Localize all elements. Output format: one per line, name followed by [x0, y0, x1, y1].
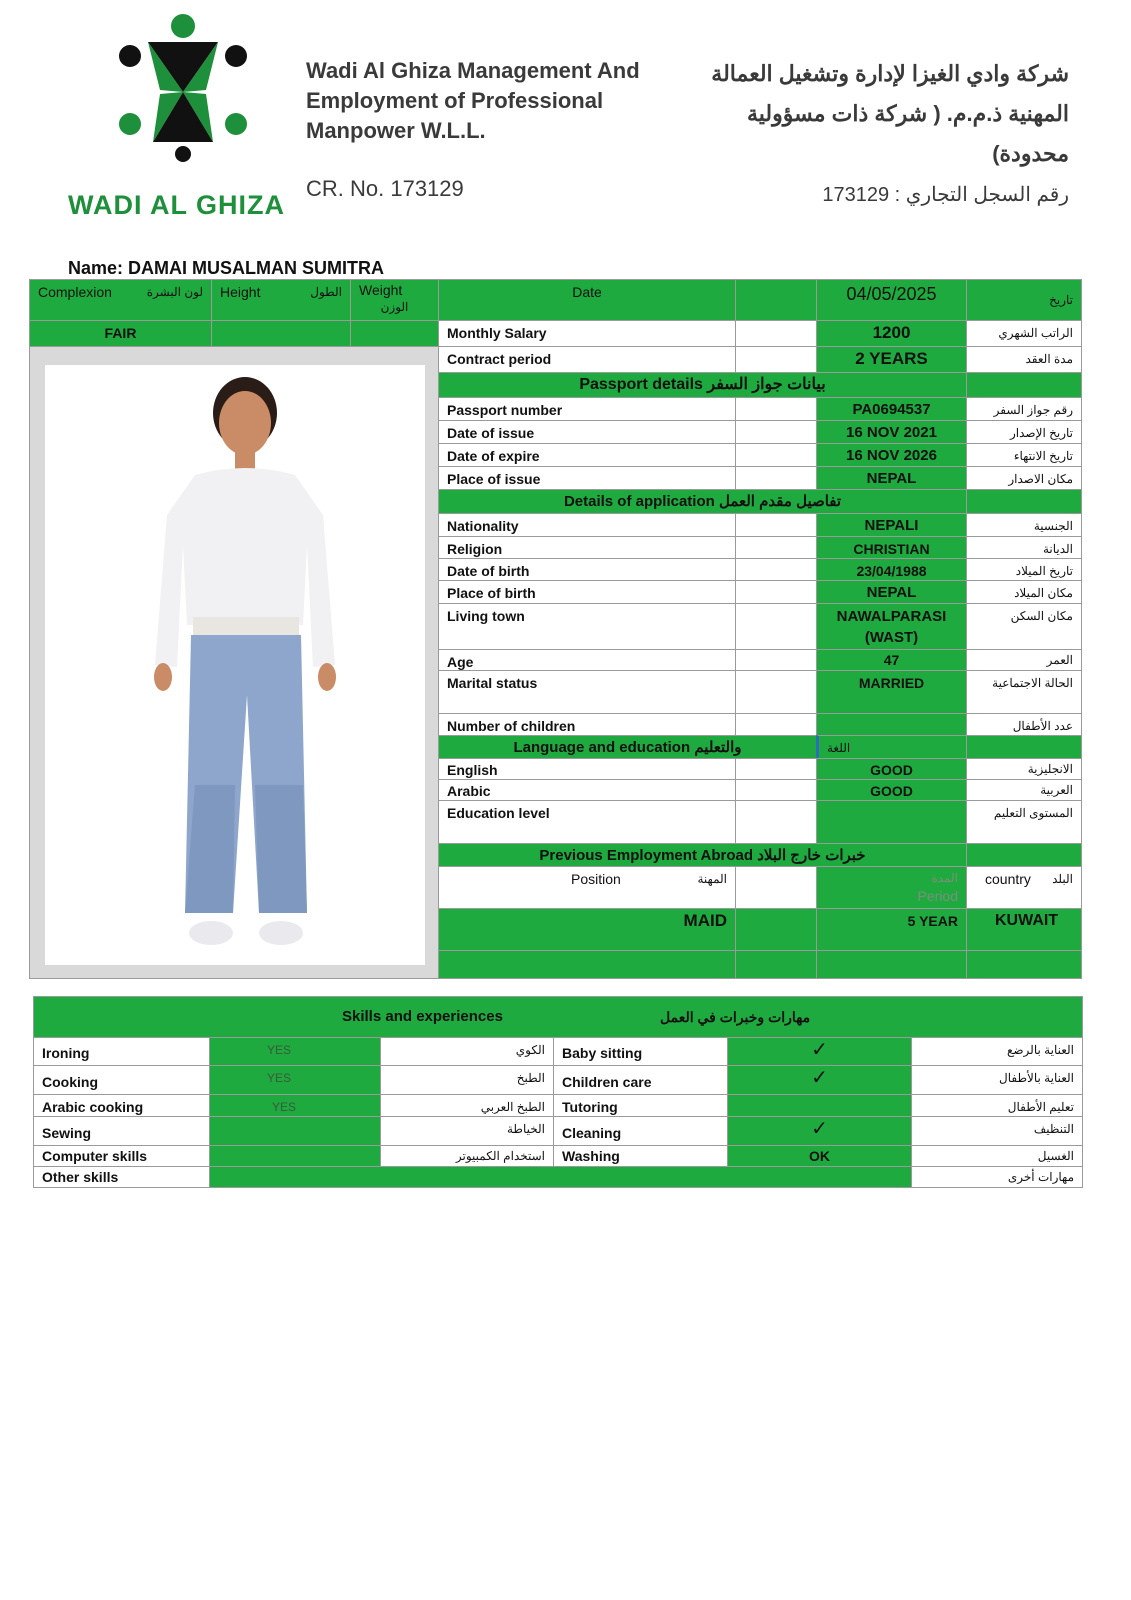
- skill-label-other: Other skills: [33, 1166, 210, 1188]
- contract-value: 2 YEARS: [816, 346, 967, 373]
- employment-section-title: Previous Employment Abroad خبرات خارج البلاد: [438, 843, 967, 867]
- marital-label: Marital status: [438, 670, 736, 714]
- age-label-ar: العمر: [966, 649, 1082, 671]
- salary-value: 1200: [816, 320, 967, 347]
- children-blank: [735, 713, 817, 736]
- english-blank: [735, 758, 817, 780]
- employment-blank-row-3: [816, 950, 967, 979]
- passport-section-title: Passport details بيانات جواز السفر: [438, 372, 967, 398]
- expire-date-label-ar: تاريخ الانتهاء: [966, 443, 1082, 467]
- dob-label: Date of birth: [438, 558, 736, 581]
- date-value: 04/05/2025: [816, 279, 967, 321]
- skill-ar-tutoring: تعليم الأطفال: [911, 1094, 1083, 1117]
- skill-label-sewing: Sewing: [33, 1116, 210, 1146]
- skill-ar-computer: استخدام الكمبيوتر: [380, 1145, 554, 1167]
- period-value: 5 YEAR: [816, 908, 967, 951]
- cr-number-ar: رقم السجل التجاري : 173129: [822, 184, 1069, 206]
- skills-title: Skills and experiences مهارات وخبرات في العمل: [33, 996, 1083, 1038]
- english-value: GOOD: [816, 758, 967, 780]
- english-label: English: [438, 758, 736, 780]
- skill-ar-washing: الغسيل: [911, 1145, 1083, 1167]
- skill-value-computer: [209, 1145, 381, 1167]
- complexion-header: Complexion لون البشرة: [29, 279, 212, 321]
- contract-blank: [735, 346, 817, 373]
- skill-ar-children-care: العناية بالأطفال: [911, 1065, 1083, 1095]
- arabic-value: GOOD: [816, 779, 967, 801]
- date-blank: [735, 279, 817, 321]
- employment-blank-row-2: [735, 950, 817, 979]
- passport-number-label-ar: رقم جواز السفر: [966, 397, 1082, 421]
- skill-value-cooking: YES: [209, 1065, 381, 1095]
- skill-value-sewing: [209, 1116, 381, 1146]
- skill-value-other: [209, 1166, 912, 1188]
- children-label: Number of children: [438, 713, 736, 736]
- cr-number-en: CR. No. 173129: [306, 176, 464, 201]
- country-header: country البلد: [966, 866, 1082, 909]
- date-label: Date: [438, 279, 736, 321]
- age-label: Age: [438, 649, 736, 671]
- nationality-value: NEPALI: [816, 513, 967, 537]
- religion-label-ar: الديانة: [966, 536, 1082, 559]
- education-label: Education level: [438, 800, 736, 844]
- skill-label-baby-sitting: Baby sitting: [553, 1037, 728, 1066]
- pob-blank: [735, 580, 817, 604]
- candidate-name: Name: DAMAI MUSALMAN SUMITRA: [68, 258, 384, 278]
- employment-value-blank: [735, 908, 817, 951]
- pob-value: NEPAL: [816, 580, 967, 604]
- town-value: NAWALPARASI (WAST): [816, 603, 967, 650]
- english-label-ar: الانجليزية: [966, 758, 1082, 780]
- education-label-ar: المستوى التعليم: [966, 800, 1082, 844]
- skill-ar-arabic-cooking: الطبخ العربي: [380, 1094, 554, 1117]
- skill-value-cleaning: ✓: [727, 1116, 912, 1146]
- company-name-en: Wadi Al Ghiza Management And Employment of Professional Manpower W.L.L.: [306, 58, 640, 143]
- skill-ar-baby-sitting: العناية بالرضع: [911, 1037, 1083, 1066]
- education-blank: [735, 800, 817, 844]
- age-value: 47: [816, 649, 967, 671]
- skill-value-washing: OK: [727, 1145, 912, 1167]
- issue-date-blank: [735, 420, 817, 444]
- skill-label-arabic-cooking: Arabic cooking: [33, 1094, 210, 1117]
- expire-date-blank: [735, 443, 817, 467]
- language-title-blank: [966, 735, 1082, 759]
- issue-date-value: 16 NOV 2021: [816, 420, 967, 444]
- education-value: [816, 800, 967, 844]
- weight-header: Weight الوزن: [350, 279, 439, 321]
- marital-label-ar: الحالة الاجتماعية: [966, 670, 1082, 714]
- skill-value-baby-sitting: ✓: [727, 1037, 912, 1066]
- skill-ar-sewing: الخياطة: [380, 1116, 554, 1146]
- weight-value: [350, 320, 439, 347]
- marital-value: MARRIED: [816, 670, 967, 714]
- skill-ar-cleaning: التنظيف: [911, 1116, 1083, 1146]
- skill-value-children-care: ✓: [727, 1065, 912, 1095]
- contract-label-ar: مدة العقد: [966, 346, 1082, 373]
- town-label-ar: مكان السكن: [966, 603, 1082, 650]
- company-logo: [108, 12, 258, 162]
- issue-date-label: Date of issue: [438, 420, 736, 444]
- pob-label: Place of birth: [438, 580, 736, 604]
- skill-ar-ironing: الكوي: [380, 1037, 554, 1066]
- nationality-blank: [735, 513, 817, 537]
- position-value: MAID: [438, 908, 736, 951]
- passport-title-blank: [966, 372, 1082, 398]
- expire-date-value: 16 NOV 2026: [816, 443, 967, 467]
- place-issue-label: Place of issue: [438, 466, 736, 490]
- expire-date-label: Date of expire: [438, 443, 736, 467]
- salary-label: Monthly Salary: [438, 320, 736, 347]
- skill-value-tutoring: [727, 1094, 912, 1117]
- children-label-ar: عدد الأطفال: [966, 713, 1082, 736]
- employment-blank-row-4: [966, 950, 1082, 979]
- employment-header-blank: [735, 866, 817, 909]
- nationality-label: Nationality: [438, 513, 736, 537]
- skill-ar-other: مهارات أخرى: [911, 1166, 1083, 1188]
- employment-blank-row-1: [438, 950, 736, 979]
- nationality-label-ar: الجنسية: [966, 513, 1082, 537]
- skill-value-ironing: YES: [209, 1037, 381, 1066]
- application-section-title: Details of application تفاصيل مقدم العمل: [438, 489, 967, 514]
- pob-label-ar: مكان الميلاد: [966, 580, 1082, 604]
- dob-blank: [735, 558, 817, 581]
- skill-label-ironing: Ironing: [33, 1037, 210, 1066]
- age-blank: [735, 649, 817, 671]
- date-label-ar: تاريخ: [966, 279, 1082, 321]
- skill-ar-cooking: الطبخ: [380, 1065, 554, 1095]
- dob-value: 23/04/1988: [816, 558, 967, 581]
- country-value: KUWAIT: [966, 908, 1082, 951]
- skill-label-washing: Washing: [553, 1145, 728, 1167]
- skill-label-computer: Computer skills: [33, 1145, 210, 1167]
- language-section-title: Language and education والتعليم: [438, 735, 817, 759]
- arabic-blank: [735, 779, 817, 801]
- skill-label-children-care: Children care: [553, 1065, 728, 1095]
- candidate-photo: [45, 365, 425, 965]
- dob-label-ar: تاريخ الميلاد: [966, 558, 1082, 581]
- town-blank: [735, 603, 817, 650]
- salary-label-ar: الراتب الشهري: [966, 320, 1082, 347]
- religion-blank: [735, 536, 817, 559]
- language-title-ar: اللغة: [816, 735, 967, 759]
- height-value: [211, 320, 351, 347]
- religion-value: CHRISTIAN: [816, 536, 967, 559]
- arabic-label: Arabic: [438, 779, 736, 801]
- passport-number-label: Passport number: [438, 397, 736, 421]
- company-wordmark: WADI AL GHIZA: [68, 190, 285, 220]
- children-value: [816, 713, 967, 736]
- period-header: المدة Period: [816, 866, 967, 909]
- issue-date-label-ar: تاريخ الإصدار: [966, 420, 1082, 444]
- marital-blank: [735, 670, 817, 714]
- place-issue-blank: [735, 466, 817, 490]
- religion-label: Religion: [438, 536, 736, 559]
- town-label: Living town: [438, 603, 736, 650]
- place-issue-label-ar: مكان الاصدار: [966, 466, 1082, 490]
- position-header: Position المهنة: [438, 866, 736, 909]
- height-header: Height الطول: [211, 279, 351, 321]
- skill-label-tutoring: Tutoring: [553, 1094, 728, 1117]
- arabic-label-ar: العربية: [966, 779, 1082, 801]
- company-name-ar: شركة وادي الغيزا لإدارة وتشغيل العمالة المهنية ذ.م.م. ( شركة ذات مسؤولية محدودة): [711, 61, 1069, 166]
- complexion-value: FAIR: [29, 320, 212, 347]
- skill-value-arabic-cooking: YES: [209, 1094, 381, 1117]
- skill-label-cleaning: Cleaning: [553, 1116, 728, 1146]
- passport-number-value: PA0694537: [816, 397, 967, 421]
- passport-number-blank: [735, 397, 817, 421]
- skill-label-cooking: Cooking: [33, 1065, 210, 1095]
- place-issue-value: NEPAL: [816, 466, 967, 490]
- employment-title-blank: [966, 843, 1082, 867]
- contract-label: Contract period: [438, 346, 736, 373]
- salary-blank: [735, 320, 817, 347]
- application-title-blank: [966, 489, 1082, 514]
